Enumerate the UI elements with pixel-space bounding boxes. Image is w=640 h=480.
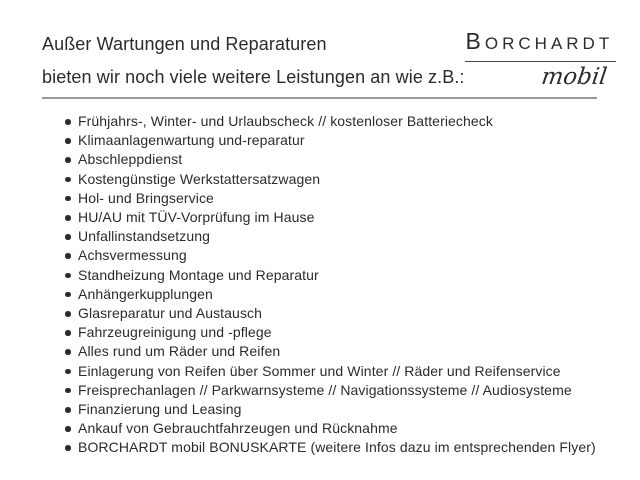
list-item [42,266,597,285]
list-item [42,342,597,361]
intro-text [42,28,465,94]
service-label: BORCHARDT mobil BONUSKARTE (weitere Infos dazu im entsprechenden Flyer) [78,439,596,456]
bullet-icon [65,273,71,279]
bullet-icon [65,215,71,221]
service-label: Fahrzeugreinigung und -pflege [78,324,272,341]
service-label: Finanzierung und Leasing [78,401,242,418]
list-item [42,112,597,131]
borchardt-mobil-logo [465,28,613,90]
bullet-icon [65,311,71,317]
bullet-icon [65,292,71,298]
bullet-icon [65,157,71,163]
horizontal-divider [42,97,597,99]
list-item [42,150,597,169]
list-item [42,323,597,342]
list-item [42,131,597,150]
logo-tagline-script: mobil [539,64,609,90]
bullet-icon [65,196,71,202]
bullet-icon [65,445,71,451]
service-label: Kostengünstige Werkstattersatzwagen [78,170,321,187]
list-item [42,189,597,208]
list-item [42,227,597,246]
list-item [42,381,597,400]
service-label: HU/AU mit TÜV-Vorprüfung im Hause [78,209,315,226]
bullet-icon [65,330,71,336]
service-label: Alles rund um Räder und Reifen [78,343,281,360]
service-label: Achsvermessung [78,247,187,264]
bullet-icon [65,426,71,432]
service-label: Hol- und Bringservice [78,189,214,206]
service-label: Ankauf von Gebrauchtfahrzeugen und Rücknahme [78,420,398,437]
bullet-icon [65,119,71,125]
bullet-icon [65,138,71,144]
service-label: Klimaanlagenwartung und-reparatur [78,132,305,149]
service-label: Freisprechanlagen // Parkwarnsysteme // Navigationssysteme // Audiosysteme [78,381,572,398]
service-label: Frühjahrs-, Winter- und Urlaubscheck // kostenloser Batteriecheck [78,113,493,129]
bullet-icon [65,177,71,183]
bullet-icon [65,407,71,413]
service-label: Standheizung Montage und Reparatur [78,266,319,283]
list-item [42,400,597,419]
bullet-icon [65,388,71,394]
service-label: Anhängerkupplungen [78,285,213,302]
bullet-icon [65,253,71,259]
header [42,28,614,94]
list-item [42,304,597,323]
list-item [42,419,597,438]
list-item [42,170,597,189]
list-item [42,438,597,457]
service-label: Einlagerung von Reifen über Sommer und Winter // Räder und Reifenservice [78,362,561,379]
bullet-icon [65,234,71,240]
bullet-icon [65,349,71,355]
list-item [42,285,597,304]
list-item [42,362,597,381]
bullet-icon [65,369,71,375]
intro-line-2: bieten wir noch viele weitere Leistungen an wie z.B.: [42,67,465,87]
list-item [42,246,597,265]
services-list [42,112,597,458]
service-label: Abschleppdienst [78,151,183,168]
intro-line-1: Außer Wartungen und Reparaturen [42,34,327,54]
list-item [42,208,597,227]
service-label: Glasreparatur und Austausch [78,305,263,322]
service-label: Unfallinstandsetzung [78,228,210,245]
logo-wordmark: BORCHARDT [465,29,617,62]
